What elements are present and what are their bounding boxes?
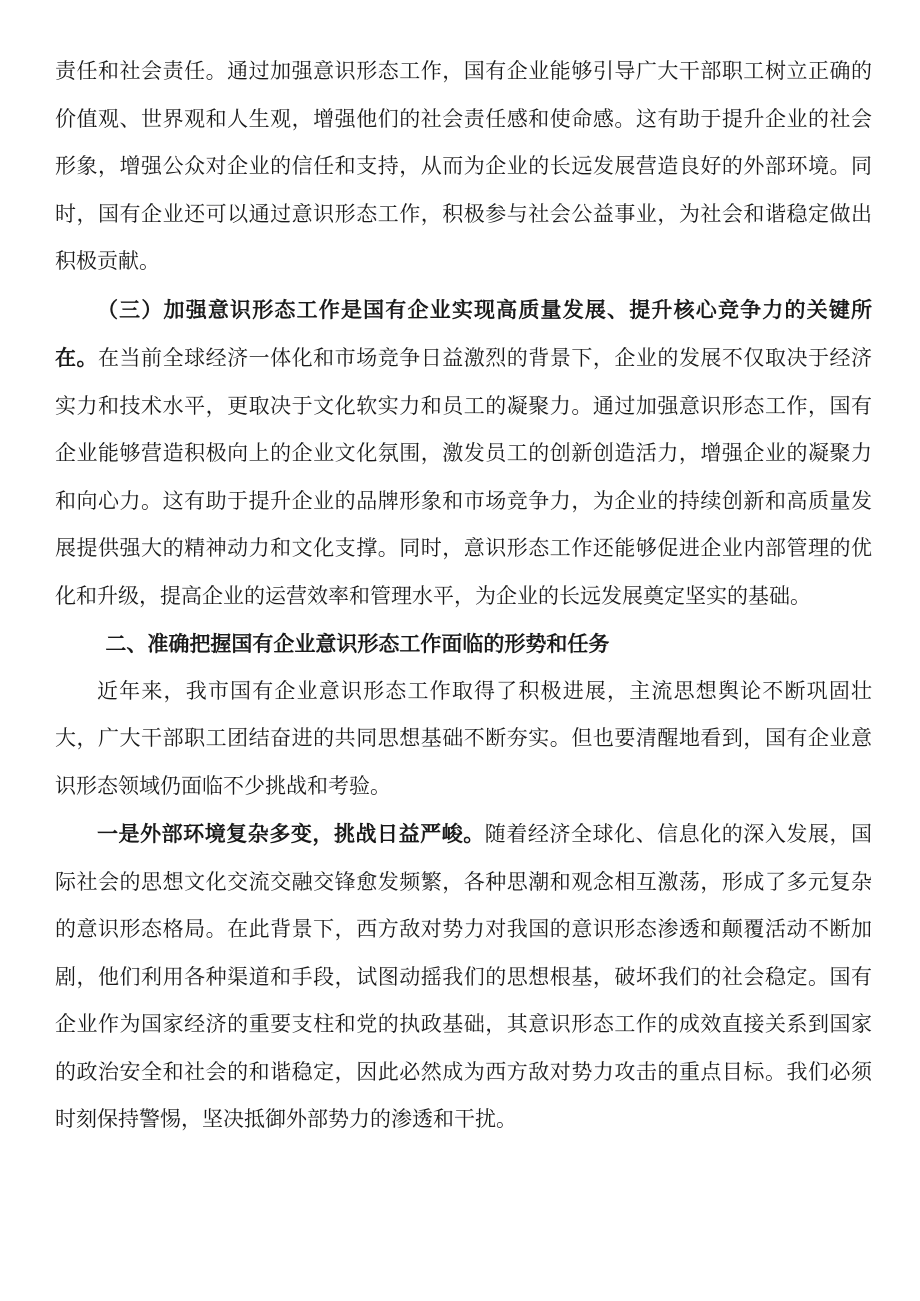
paragraph-continuation <box>55 48 872 286</box>
paragraph-point-one <box>55 810 872 1144</box>
paragraph-lead: 一是外部环境复杂多变，挑战日益严峻。 <box>97 821 485 846</box>
paragraph-text: 近年来，我市国有企业意识形态工作取得了积极进展，主流思想舆论不断巩固壮大，广大干部职工团结奋进的共同思想基础不断夯实。但也要清醒地看到，国有企业意识形态领域仍面临不少挑战和考验。 <box>55 678 872 798</box>
paragraph-lead: （三）加强意识形态工作是国有企业实现高质量发展、提升核心竞争力的关键所在。 <box>55 296 872 370</box>
paragraph-intro <box>55 668 872 811</box>
paragraph-section-three <box>55 286 872 621</box>
paragraph-text: 责任和社会责任。通过加强意识形态工作，国有企业能够引导广大干部职工树立正确的价值观、世界观和人生观，增强他们的社会责任感和使命感。这有助于提升企业的社会形象，增强公众对企业的信任和支持，从而为企业的长远发展营造良好的外部环境。同时，国有企业还可以通过意识形态工作，积极参与社会公益事业，为社会和谐稳定做出积极贡献。 <box>55 59 872 273</box>
paragraph-text: 在当前全球经济一体化和市场竞争日益激烈的背景下，企业的发展不仅取决于经济实力和技术水平，更取决于文化软实力和员工的凝聚力。通过加强意识形态工作，国有企业能够营造积极向上的企业文化氛围，激发员工的创新创造活力，增强企业的凝聚力和向心力。这有助于提升企业的品牌形象和市场竞争力，为企业的持续创新和高质量发展提供强大的精神动力和文化支撑。同时，意识形态工作还能够促进企业内部管理的优化和升级，提高企业的运营效率和管理水平，为企业的长远发展奠定坚实的基础。 <box>55 346 873 608</box>
section-heading: 二、准确把握国有企业意识形态工作面临的形势和任务 <box>105 631 610 656</box>
paragraph-text: 随着经济全球化、信息化的深入发展，国际社会的思想文化交流交融交锋愈发频繁，各种思潮和观念相互激荡，形成了多元复杂的意识形态格局。在此背景下，西方敌对势力对我国的意识形态渗透和颠覆活动不断加剧，他们利用各种渠道和手段，试图动摇我们的思想根基，破坏我们的社会稳定。国有企业作为国家经济的重要支柱和党的执政基础，其意识形态工作的成效直接关系到国家的政治安全和社会的和谐稳定，因此必然成为西方敌对势力攻击的重点目标。我们必须时刻保持警惕，坚决抵御外部势力的渗透和干扰。 <box>55 822 873 1131</box>
